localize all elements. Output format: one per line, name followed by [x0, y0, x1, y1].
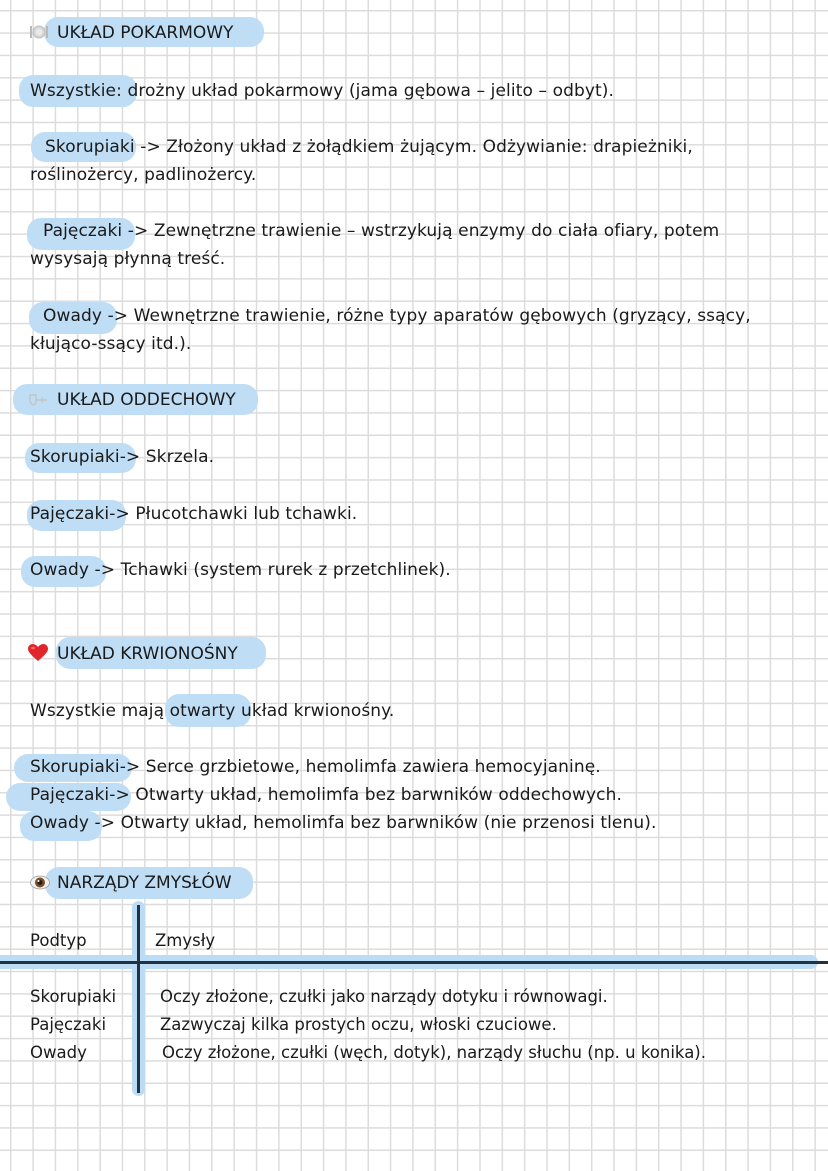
eye-icon [30, 875, 50, 890]
digestive-item-skorupiaki-cont: roślinożercy, padlinożercy. [30, 165, 257, 185]
table-column-rule [137, 905, 140, 1093]
section-title-senses: NARZĄDY ZMYSŁÓW [57, 873, 232, 893]
lungs-icon [28, 392, 48, 406]
taxon-label: Skorupiaki [45, 137, 135, 157]
table-cell-senses: Zazwyczaj kilka prostych oczu, włoski czuciowe. [160, 1015, 557, 1034]
fork-plate-icon [30, 24, 48, 40]
respiratory-item-pajeczaki: Pajęczaki-> Płucotchawki lub tchawki. [30, 504, 358, 524]
taxon-label: Owady -> [30, 813, 116, 833]
circulatory-item-pajeczaki: Pajęczaki-> Otwarty układ, hemolimfa bez barwników oddechowych. [30, 785, 622, 805]
circulatory-item-skorupiaki: Skorupiaki-> Serce grzbietowe, hemolimfa zawiera hemocyjaninę. [30, 757, 601, 777]
taxon-label: Pajęczaki-> [30, 504, 130, 524]
highlighted-word: otwarty [169, 701, 236, 721]
table-cell-subtype: Pajęczaki [30, 1015, 107, 1034]
respiratory-item-skorupiaki: Skorupiaki-> Skrzela. [30, 447, 215, 467]
taxon-label: Owady -> [30, 560, 116, 580]
heart-icon [28, 644, 48, 662]
table-header-rule [0, 961, 828, 964]
taxon-label: Skorupiaki-> [30, 447, 141, 467]
digestive-item-owady-cont: kłująco-ssący itd.). [30, 334, 192, 354]
respiratory-item-owady: Owady -> Tchawki (system rurek z przetchlinek). [30, 560, 451, 580]
circulatory-intro: Wszystkie mają otwarty układ krwionośny. [30, 701, 395, 721]
table-header-zmysly: Zmysły [155, 931, 216, 950]
taxon-label: Owady [43, 306, 103, 326]
taxon-label: Skorupiaki-> [30, 757, 141, 777]
digestive-item-skorupiaki: Skorupiaki -> Złożony układ z żołądkiem żującym. Odżywianie: drapieżniki, [45, 137, 693, 157]
taxon-label: Pajęczaki [43, 221, 123, 241]
section-title-respiratory: UKŁAD ODDECHOWY [57, 390, 236, 410]
digestive-item-owady: Owady -> Wewnętrzne trawienie, różne typy aparatów gębowych (gryzący, ssący, [43, 306, 751, 326]
table-cell-senses: Oczy złożone, czułki (węch, dotyk), narządy słuchu (np. u konika). [162, 1043, 706, 1062]
digestive-all-line: Wszystkie: drożny układ pokarmowy (jama gębowa – jelito – odbyt). [30, 81, 615, 101]
section-title-circulatory: UKŁAD KRWIONOŚNY [57, 644, 238, 664]
section-title-digestive: UKŁAD POKARMOWY [57, 23, 234, 43]
table-cell-senses: Oczy złożone, czułki jako narządy dotyku i równowagi. [160, 987, 608, 1006]
digestive-item-pajeczaki: Pajęczaki -> Zewnętrzne trawienie – wstrzykują enzymy do ciała ofiary, potem [43, 221, 720, 241]
label-all: Wszystkie: [30, 81, 122, 101]
circulatory-item-owady: Owady -> Otwarty układ, hemolimfa bez barwników (nie przenosi tlenu). [30, 813, 657, 833]
table-header-podtyp: Podtyp [30, 931, 87, 950]
taxon-label: Pajęczaki-> [30, 785, 130, 805]
table-cell-subtype: Skorupiaki [30, 987, 117, 1006]
table-cell-subtype: Owady [30, 1043, 87, 1062]
digestive-item-pajeczaki-cont: wysysają płynną treść. [30, 249, 226, 269]
